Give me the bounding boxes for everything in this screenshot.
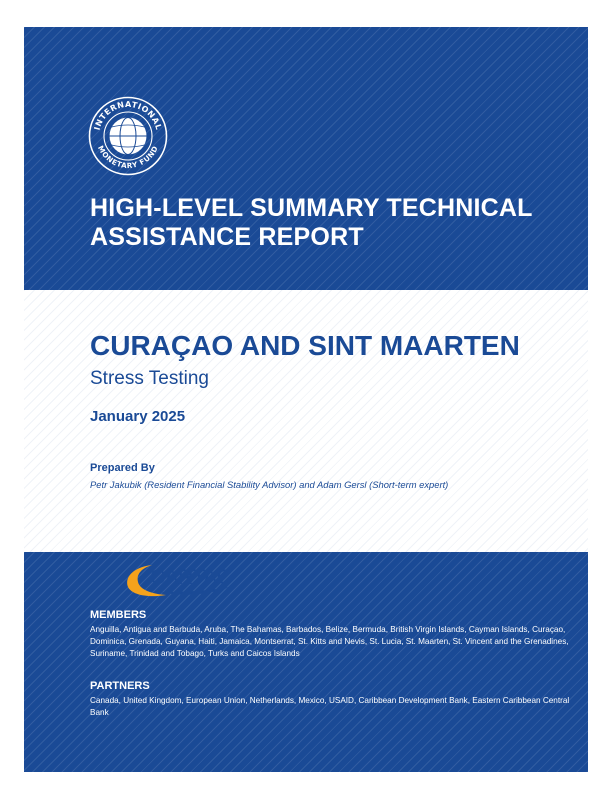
prepared-by-label: Prepared By (90, 462, 155, 474)
imf-seal-icon (88, 96, 168, 176)
members-heading: MEMBERS (90, 609, 147, 621)
svg-text:INTERNATIONAL: INTERNATIONAL (92, 99, 164, 132)
members-list: Anguilla, Antigua and Barbuda, Aruba, The Bahamas, Barbados, Belize, Bermuda, British Virgin Islands, Cayman Islands, Curaçao, Dominica, Grenada, Guyana, Haiti, Jamaica, Montserrat, St. Kitts and Nevis, St. Lucia, St. Maarten, St. Vincent and the Grenadines, Suriname, Trinidad and Tobago, Turks and Caicos Islands (90, 625, 569, 658)
footer-band (24, 552, 588, 772)
partners-list: Canada, United Kingdom, European Union, Netherlands, Mexico, USAID, Caribbean Development Bank, Eastern Caribbean Central Bank (90, 696, 570, 717)
partners-heading: PARTNERS (90, 680, 150, 692)
cartac-logo-text: CARTAC (150, 566, 232, 589)
report-type-title: HIGH-LEVEL SUMMARY TECHNICAL ASSISTANCE REPORT (90, 194, 533, 251)
report-subtitle: Stress Testing (90, 368, 209, 389)
svg-text:MONETARY FUND: MONETARY FUND (96, 144, 160, 171)
report-date: January 2025 (90, 408, 186, 425)
country-title: CURAÇAO AND SINT MAARTEN (90, 330, 520, 361)
prepared-by-authors: Petr Jakubik (Resident Financial Stability Advisor) and Adam Gersl (Short-term expert) (90, 479, 449, 490)
